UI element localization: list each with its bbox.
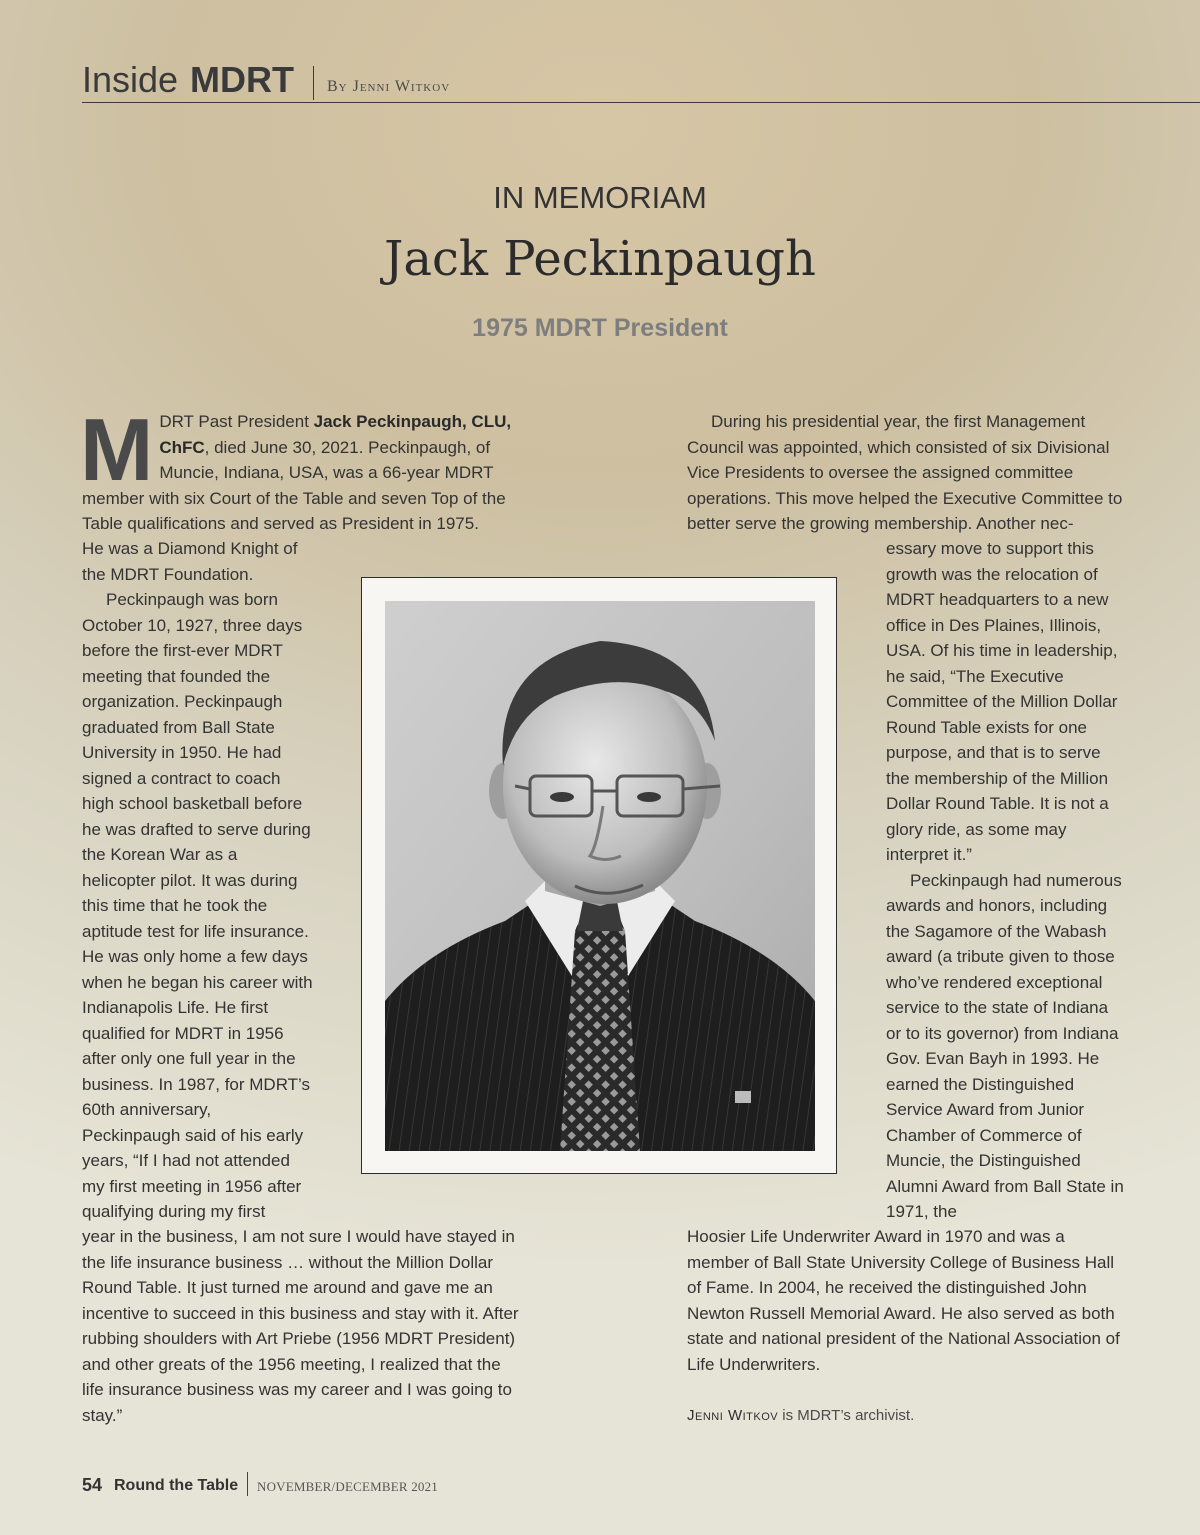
author-bio — [687, 1405, 914, 1427]
left-column-bottom — [82, 1224, 522, 1428]
section-title-brand: MDRT — [190, 59, 294, 100]
paragraph-awards: Peckinpaugh had numerous awards and honors, including the Sagamore of the Wabash award (a tribute given to those who’ve rendered exceptional service to the state of Indiana or to its governor) from Indiana Gov. Evan Bayh in 1993. He earned the Distinguished Service Award from Junior Chamber of Commerce of Muncie, the Distinguished Alumni Award from Ball State in 1971, the — [886, 870, 1124, 1221]
right-column-bottom — [687, 1224, 1127, 1377]
header-rule — [82, 102, 1200, 103]
byline: By Jenni Witkov — [327, 78, 451, 95]
left-column-top — [80, 400, 522, 537]
header-divider — [313, 66, 314, 100]
left-column-narrow — [82, 536, 314, 1225]
intro-text-b: , died June 30, 2021. Peckinpaugh, of Muncie, Indiana, USA, was a 66-year MDRT member with six Court of the Table and seven Top of the Table qualifications and served as President in 1975. — [82, 437, 506, 533]
article-kicker: IN MEMORIAM — [493, 180, 707, 215]
intro-text-a: DRT Past President — [159, 412, 314, 431]
intro-name-bold: Jack Peckinpaugh, CLU, ChFC — [159, 412, 512, 457]
right-column-narrow — [886, 536, 1126, 1225]
paragraph-intro — [80, 400, 522, 537]
paragraph-quote-continued: year in the business, I am not sure I would have stayed in the life insurance business … without the Million Dollar Round Table. It just turned me around and gave me an incentive to succeed in this business and stay with it. After rubbing shoulders with Art Priebe (1956 MDRT President) and other greats of the 1956 meeting, I realized that the life insurance business was my career and I was going to stay.” — [82, 1227, 519, 1425]
portrait-photo — [385, 601, 815, 1151]
right-column-top — [687, 409, 1127, 537]
paragraph-presidency: During his presidential year, the first Management Council was appointed, which consisted of six Divisional Vice Presidents to oversee the assigned committee operations. This move helped the Executive Committee to better serve the growing membership. Another nec- — [687, 412, 1123, 533]
article-subhead: 1975 MDRT President — [472, 314, 728, 342]
footer-divider — [247, 1472, 248, 1496]
author-bio-text: is MDRT’s archivist. — [778, 1407, 915, 1424]
author-bio-name: Jenni Witkov — [687, 1407, 779, 1424]
paragraph-foundation: He was a Diamond Knight of the MDRT Foundation. — [82, 539, 298, 584]
paragraph-awards-continued: Hoosier Life Underwriter Award in 1970 and was a member of Ball State University College of Business Hall of Fame. In 2004, he received the distinguished John Newton Russell Memorial Award. He also served as both state and national president of the National Association of Life Underwriters. — [687, 1227, 1120, 1374]
section-title-inside: Inside — [82, 59, 179, 100]
magazine-name: Round the Table — [114, 1477, 239, 1494]
issue-date: NOVEMBER/DECEMBER 2021 — [257, 1479, 438, 1494]
drop-cap: M — [80, 400, 154, 499]
paragraph-early-life: Peckinpaugh was born October 10, 1927, three days before the first-ever MDRT meeting that founded the organization. Peckinpaugh graduated from Ball State University in 1950. He had signed a contract to coach high school basketball before he was drafted to serve during the Korean War as a helicopter pilot. It was during this time that he took the aptitude test for life insurance. He was only home a few days when he began his career with Indianapolis Life. He first qualified for MDRT in 1956 after only one full year in the business. In 1987, for MDRT’s 60th anniversary, Peckinpaugh said of his early years, “If I had not attended my first meeting in 1956 after qualifying during my first — [82, 590, 313, 1221]
article-headline: Jack Peckinpaugh — [384, 231, 816, 287]
page-number: 54 — [82, 1475, 103, 1495]
paragraph-relocation: essary move to support this growth was the relocation of MDRT headquarters to a new office in Des Plaines, Illinois, USA. Of his time in leadership, he said, “The Executive Committee of the Million Dollar Round Table exists for one purpose, and that is to serve the membership of the Million Dollar Round Table. It is not a glory ride, as some may interpret it.” — [886, 539, 1118, 864]
